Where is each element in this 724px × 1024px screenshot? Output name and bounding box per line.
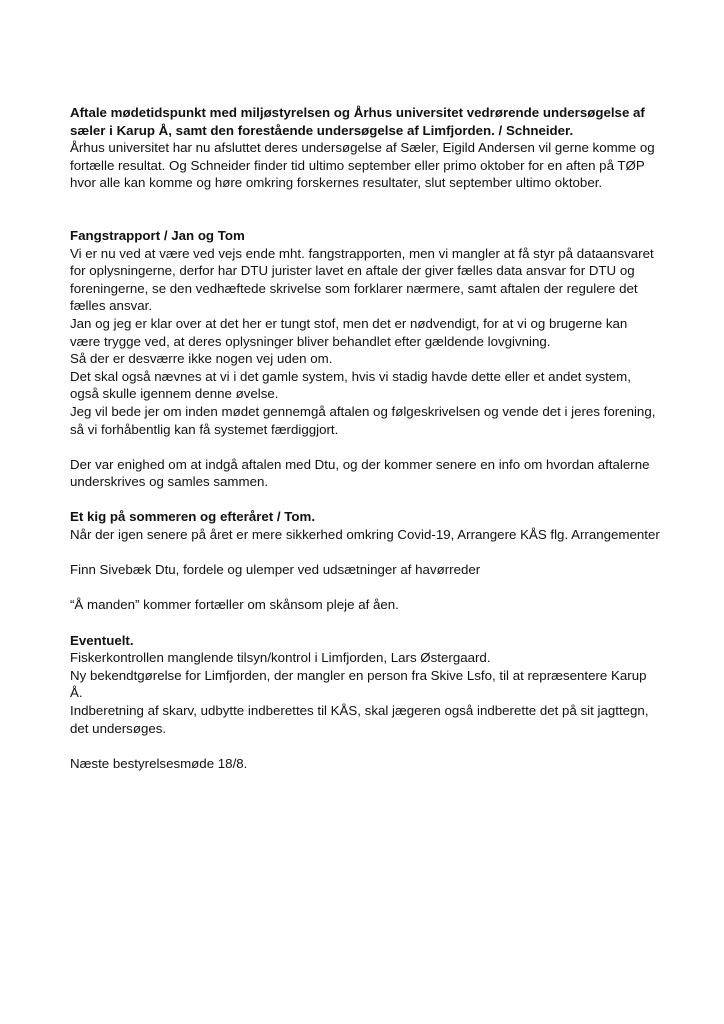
paragraph-spacer: [70, 579, 660, 597]
next-meeting: Næste bestyrelsesmøde 18/8.: [70, 755, 248, 771]
section-moedetidspunkt: [70, 104, 660, 192]
section-heading: Et kig på sommeren og efteråret / Tom.: [70, 509, 316, 525]
section-paragraph: Så der er desværre ikke nogen vej uden om.: [70, 351, 333, 367]
section-eventuelt: [70, 632, 660, 773]
section-paragraph: “Å manden” kommer fortæller om skånsom pleje af åen.: [70, 597, 399, 613]
section-heading: Fangstrapport / Jan og Tom: [70, 227, 245, 243]
section-sommer-efteraar: [70, 508, 660, 614]
section-paragraph: Det skal også nævnes at vi i det gamle system, hvis vi stadig havde dette eller et andet system, også skulle igennem denne øvelse.: [70, 368, 631, 402]
section-paragraph: Jeg vil bede jer om inden mødet gennemgå aftalen og følgeskrivelsen og vende det i jeres forening, så vi forhåbentlig kan få systemet færdiggjort.: [70, 403, 656, 437]
section-spacer: [70, 192, 660, 227]
section-paragraph: Fiskerkontrollen manglende tilsyn/kontrol i Limfjorden, Lars Østergaard.: [70, 650, 491, 666]
section-spacer: [70, 491, 660, 509]
section-heading: Eventuelt.: [70, 632, 134, 648]
section-paragraph: Finn Sivebæk Dtu, fordele og ulemper ved udsætninger af havørreder: [70, 562, 481, 578]
paragraph-spacer: [70, 737, 660, 755]
document-page: [70, 104, 660, 772]
paragraph-spacer: [70, 438, 660, 456]
section-spacer: [70, 614, 660, 632]
section-paragraph: Indberetning af skarv, udbytte indberettes til KÅS, skal jægeren også indberette det på sit jagttegn, det undersøges.: [70, 703, 649, 736]
section-paragraph: Der var enighed om at indgå aftalen med Dtu, og der kommer senere en info om hvordan aftalerne underskrives og samles sammen.: [70, 456, 650, 490]
section-heading: Aftale mødetidspunkt med miljøstyrelsen og Århus universitet vedrørende undersøgelse af sæler i Karup Å, samt den forestående undersøgelse af Limfjorden. / Schneider.: [70, 105, 645, 138]
section-paragraph: Når der igen senere på året er mere sikkerhed omkring Covid-19, Arrangere KÅS flg. Arrangementer: [70, 527, 660, 543]
section-paragraph: Århus universitet har nu afsluttet deres undersøgelse af Sæler, Eigild Andersen vil gerne komme og fortælle resultat. Og Schneider finder tid ultimo september eller primo oktober for en aften på TØP hvor alle kan komme og høre omkring forskernes resultater, slut september ultimo oktober.: [70, 140, 655, 191]
section-paragraph: Vi er nu ved at være ved vejs ende mht. fangstrapporten, men vi mangler at få styr på dataansvaret for oplysningerne, derfor har DTU jurister lavet en aftale der giver fælles data ansvar for DTU og foreningerne, se den vedhæftede skrivelse som forklarer nærmere, samt aftalen der regulere det fælles ansvar.: [70, 245, 654, 314]
section-paragraph: Jan og jeg er klar over at det her er tungt stof, men det er nødvendigt, for at vi og brugerne kan være trygge ved, at deres oplysninger bliver behandlet efter gældende lovgivning.: [70, 315, 628, 349]
paragraph-spacer: [70, 544, 660, 562]
section-paragraph: Ny bekendtgørelse for Limfjorden, der mangler en person fra Skive Lsfo, til at repræsentere Karup Å.: [70, 667, 647, 701]
section-fangstrapport: [70, 227, 660, 491]
